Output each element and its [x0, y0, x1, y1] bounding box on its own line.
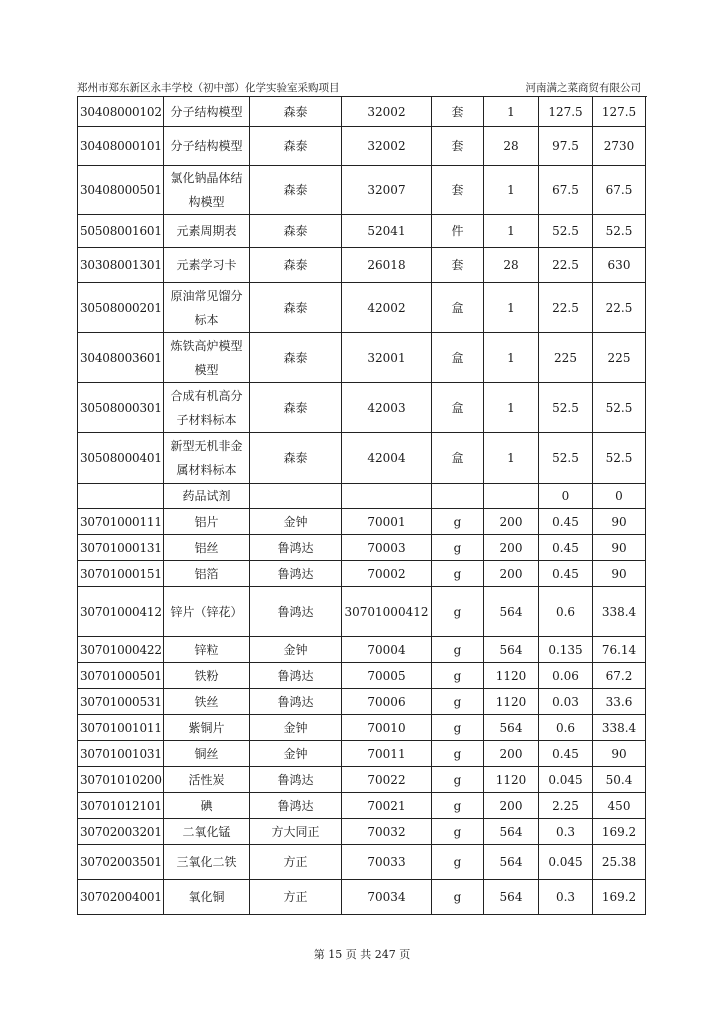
page-header: [77, 78, 647, 97]
item-name-cell: 三氧化二铁: [164, 845, 250, 880]
item-code-cell: 30508000401: [78, 433, 164, 484]
brand-cell: 鲁鸿达: [250, 767, 342, 793]
item-code-cell: 30701000111: [78, 509, 164, 535]
item-code-cell: 30702003501: [78, 845, 164, 880]
unit-price-cell: 0.3: [539, 819, 593, 845]
model-number-cell: 32002: [342, 127, 432, 166]
unit-price-cell: 0.045: [539, 767, 593, 793]
item-code-cell: 30701000422: [78, 637, 164, 663]
brand-cell: [250, 484, 342, 509]
quantity-cell: 564: [484, 637, 539, 663]
total-price-cell: 52.5: [593, 433, 646, 484]
unit-price-cell: 0: [539, 484, 593, 509]
total-price-cell: 225: [593, 333, 646, 383]
total-price-cell: 338.4: [593, 715, 646, 741]
total-price-cell: 90: [593, 535, 646, 561]
quantity-cell: 1: [484, 215, 539, 248]
unit-cell: 套: [432, 248, 484, 283]
company-name: 河南满之菜商贸有限公司: [525, 82, 641, 94]
table-row: [78, 663, 646, 689]
unit-cell: g: [432, 663, 484, 689]
table-row: [78, 845, 646, 880]
total-price-cell: 169.2: [593, 819, 646, 845]
table-row: [78, 741, 646, 767]
item-name-cell: 二氧化锰: [164, 819, 250, 845]
table-row: [78, 127, 646, 166]
item-code-cell: 30702004001: [78, 880, 164, 915]
item-name-cell: 紫铜片: [164, 715, 250, 741]
model-number-cell: 70004: [342, 637, 432, 663]
total-price-cell: 127.5: [593, 97, 646, 127]
item-name-cell: 合成有机高分子材料标本: [164, 383, 250, 433]
quantity-cell: 564: [484, 880, 539, 915]
unit-cell: 套: [432, 166, 484, 215]
item-code-cell: 30701000151: [78, 561, 164, 587]
unit-cell: g: [432, 535, 484, 561]
model-number-cell: 70034: [342, 880, 432, 915]
brand-cell: 森泰: [250, 333, 342, 383]
total-price-cell: 450: [593, 793, 646, 819]
item-name-cell: 锌粒: [164, 637, 250, 663]
model-number-cell: 42003: [342, 383, 432, 433]
brand-cell: 鲁鸿达: [250, 587, 342, 637]
quantity-cell: 1120: [484, 689, 539, 715]
quantity-cell: 1: [484, 333, 539, 383]
table-body: [78, 97, 646, 915]
brand-cell: 方大同正: [250, 819, 342, 845]
unit-cell: 盒: [432, 433, 484, 484]
item-code-cell: 30701000531: [78, 689, 164, 715]
brand-cell: 森泰: [250, 97, 342, 127]
total-price-cell: 52.5: [593, 215, 646, 248]
table-row: [78, 215, 646, 248]
item-code-cell: 30701012101: [78, 793, 164, 819]
quantity-cell: 28: [484, 248, 539, 283]
item-name-cell: 锌片（锌花）: [164, 587, 250, 637]
item-code-cell: 30408000102: [78, 97, 164, 127]
item-name-cell: 元素学习卡: [164, 248, 250, 283]
unit-price-cell: 0.45: [539, 509, 593, 535]
page-number: 第 15 页 共 247 页: [313, 948, 411, 961]
quantity-cell: 1: [484, 383, 539, 433]
model-number-cell: 42002: [342, 283, 432, 333]
model-number-cell: 70033: [342, 845, 432, 880]
unit-price-cell: 0.45: [539, 535, 593, 561]
item-code-cell: 30408000501: [78, 166, 164, 215]
brand-cell: 森泰: [250, 166, 342, 215]
quantity-cell: 564: [484, 715, 539, 741]
brand-cell: 鲁鸿达: [250, 561, 342, 587]
unit-cell: g: [432, 880, 484, 915]
unit-price-cell: 22.5: [539, 248, 593, 283]
unit-price-cell: 67.5: [539, 166, 593, 215]
brand-cell: 森泰: [250, 215, 342, 248]
brand-cell: 方正: [250, 845, 342, 880]
unit-price-cell: 52.5: [539, 383, 593, 433]
unit-price-cell: 127.5: [539, 97, 593, 127]
table-row: [78, 248, 646, 283]
brand-cell: 森泰: [250, 248, 342, 283]
total-price-cell: 33.6: [593, 689, 646, 715]
table-row: [78, 767, 646, 793]
unit-price-cell: 225: [539, 333, 593, 383]
item-code-cell: 30408003601: [78, 333, 164, 383]
item-code-cell: 30701001011: [78, 715, 164, 741]
unit-price-cell: 0.06: [539, 663, 593, 689]
unit-price-cell: 0.6: [539, 587, 593, 637]
item-name-cell: 氯化钠晶体结构模型: [164, 166, 250, 215]
unit-price-cell: 0.6: [539, 715, 593, 741]
model-number-cell: 70006: [342, 689, 432, 715]
model-number-cell: 70011: [342, 741, 432, 767]
table-row: [78, 383, 646, 433]
item-code-cell: 30308001301: [78, 248, 164, 283]
unit-price-cell: 0.03: [539, 689, 593, 715]
table-row: [78, 283, 646, 333]
item-name-cell: 炼铁高炉模型模型: [164, 333, 250, 383]
model-number-cell: 32001: [342, 333, 432, 383]
item-name-cell: 活性炭: [164, 767, 250, 793]
item-name-cell: 分子结构模型: [164, 127, 250, 166]
model-number-cell: 70021: [342, 793, 432, 819]
table-row: [78, 484, 646, 509]
item-name-cell: 药品试剂: [164, 484, 250, 509]
total-price-cell: 52.5: [593, 383, 646, 433]
quantity-cell: 564: [484, 845, 539, 880]
brand-cell: 鲁鸿达: [250, 793, 342, 819]
model-number-cell: 70003: [342, 535, 432, 561]
model-number-cell: 70010: [342, 715, 432, 741]
unit-price-cell: 52.5: [539, 433, 593, 484]
model-number-cell: 32007: [342, 166, 432, 215]
model-number-cell: 52041: [342, 215, 432, 248]
item-name-cell: 原油常见馏分标本: [164, 283, 250, 333]
table-row: [78, 561, 646, 587]
unit-cell: g: [432, 767, 484, 793]
item-name-cell: 铁粉: [164, 663, 250, 689]
item-code-cell: 30508000301: [78, 383, 164, 433]
total-price-cell: 630: [593, 248, 646, 283]
model-number-cell: 70032: [342, 819, 432, 845]
unit-price-cell: 22.5: [539, 283, 593, 333]
quantity-cell: 1: [484, 97, 539, 127]
total-price-cell: 67.2: [593, 663, 646, 689]
quantity-cell: 1120: [484, 663, 539, 689]
model-number-cell: 26018: [342, 248, 432, 283]
unit-cell: g: [432, 819, 484, 845]
item-name-cell: 氧化铜: [164, 880, 250, 915]
table-row: [78, 166, 646, 215]
table-row: [78, 535, 646, 561]
quantity-cell: 200: [484, 535, 539, 561]
table-row: [78, 97, 646, 127]
item-code-cell: 30701001031: [78, 741, 164, 767]
quantity-cell: 1: [484, 166, 539, 215]
quantity-cell: 200: [484, 561, 539, 587]
item-code-cell: [78, 484, 164, 509]
brand-cell: 鲁鸿达: [250, 535, 342, 561]
total-price-cell: 25.38: [593, 845, 646, 880]
table-row: [78, 819, 646, 845]
model-number-cell: 42004: [342, 433, 432, 484]
model-number-cell: [342, 484, 432, 509]
item-code-cell: 30701000131: [78, 535, 164, 561]
unit-cell: g: [432, 561, 484, 587]
table-row: [78, 637, 646, 663]
total-price-cell: 76.14: [593, 637, 646, 663]
model-number-cell: 30701000412: [342, 587, 432, 637]
unit-price-cell: 0.45: [539, 561, 593, 587]
brand-cell: 鲁鸿达: [250, 689, 342, 715]
brand-cell: 金钟: [250, 509, 342, 535]
unit-cell: g: [432, 587, 484, 637]
quantity-cell: 200: [484, 793, 539, 819]
table-row: [78, 333, 646, 383]
unit-cell: 件: [432, 215, 484, 248]
item-code-cell: 30702003201: [78, 819, 164, 845]
brand-cell: 金钟: [250, 741, 342, 767]
model-number-cell: 70005: [342, 663, 432, 689]
quantity-cell: 200: [484, 509, 539, 535]
quantity-cell: 564: [484, 587, 539, 637]
unit-cell: g: [432, 845, 484, 880]
item-code-cell: 30408000101: [78, 127, 164, 166]
item-name-cell: 铝丝: [164, 535, 250, 561]
quantity-cell: 1120: [484, 767, 539, 793]
quantity-cell: 564: [484, 819, 539, 845]
total-price-cell: 338.4: [593, 587, 646, 637]
model-number-cell: 32002: [342, 97, 432, 127]
brand-cell: 方正: [250, 880, 342, 915]
unit-cell: g: [432, 793, 484, 819]
unit-cell: [432, 484, 484, 509]
unit-cell: g: [432, 509, 484, 535]
table-row: [78, 715, 646, 741]
item-name-cell: 铁丝: [164, 689, 250, 715]
quantity-cell: 28: [484, 127, 539, 166]
total-price-cell: 2730: [593, 127, 646, 166]
total-price-cell: 22.5: [593, 283, 646, 333]
unit-cell: g: [432, 689, 484, 715]
unit-cell: g: [432, 741, 484, 767]
item-name-cell: 碘: [164, 793, 250, 819]
model-number-cell: 70001: [342, 509, 432, 535]
table-row: [78, 433, 646, 484]
unit-cell: 盒: [432, 383, 484, 433]
item-code-cell: 30701000412: [78, 587, 164, 637]
brand-cell: 森泰: [250, 383, 342, 433]
total-price-cell: 90: [593, 509, 646, 535]
item-code-cell: 30701000501: [78, 663, 164, 689]
procurement-table: [77, 96, 646, 915]
model-number-cell: 70022: [342, 767, 432, 793]
quantity-cell: 1: [484, 283, 539, 333]
total-price-cell: 0: [593, 484, 646, 509]
total-price-cell: 67.5: [593, 166, 646, 215]
brand-cell: 森泰: [250, 127, 342, 166]
table-row: [78, 880, 646, 915]
table-row: [78, 793, 646, 819]
unit-price-cell: 0.3: [539, 880, 593, 915]
brand-cell: 森泰: [250, 283, 342, 333]
item-name-cell: 元素周期表: [164, 215, 250, 248]
unit-price-cell: 97.5: [539, 127, 593, 166]
table-row: [78, 689, 646, 715]
unit-cell: 盒: [432, 333, 484, 383]
unit-cell: 套: [432, 97, 484, 127]
brand-cell: 森泰: [250, 433, 342, 484]
quantity-cell: 200: [484, 741, 539, 767]
item-code-cell: 30508000201: [78, 283, 164, 333]
total-price-cell: 90: [593, 561, 646, 587]
item-code-cell: 30701010200: [78, 767, 164, 793]
item-code-cell: 50508001601: [78, 215, 164, 248]
item-name-cell: 分子结构模型: [164, 97, 250, 127]
total-price-cell: 90: [593, 741, 646, 767]
table-row: [78, 509, 646, 535]
item-name-cell: 铝片: [164, 509, 250, 535]
brand-cell: 鲁鸿达: [250, 663, 342, 689]
item-name-cell: 铜丝: [164, 741, 250, 767]
unit-price-cell: 0.135: [539, 637, 593, 663]
item-name-cell: 新型无机非金属材料标本: [164, 433, 250, 484]
brand-cell: 金钟: [250, 715, 342, 741]
unit-cell: 套: [432, 127, 484, 166]
unit-cell: 盒: [432, 283, 484, 333]
brand-cell: 金钟: [250, 637, 342, 663]
table-row: [78, 587, 646, 637]
item-name-cell: 铝箔: [164, 561, 250, 587]
unit-price-cell: 0.045: [539, 845, 593, 880]
unit-price-cell: 0.45: [539, 741, 593, 767]
unit-cell: g: [432, 715, 484, 741]
total-price-cell: 169.2: [593, 880, 646, 915]
unit-price-cell: 52.5: [539, 215, 593, 248]
unit-cell: g: [432, 637, 484, 663]
quantity-cell: 1: [484, 433, 539, 484]
total-price-cell: 50.4: [593, 767, 646, 793]
unit-price-cell: 2.25: [539, 793, 593, 819]
quantity-cell: [484, 484, 539, 509]
model-number-cell: 70002: [342, 561, 432, 587]
project-title: 郑州市郑东新区永丰学校（初中部）化学实验室采购项目: [77, 82, 340, 94]
